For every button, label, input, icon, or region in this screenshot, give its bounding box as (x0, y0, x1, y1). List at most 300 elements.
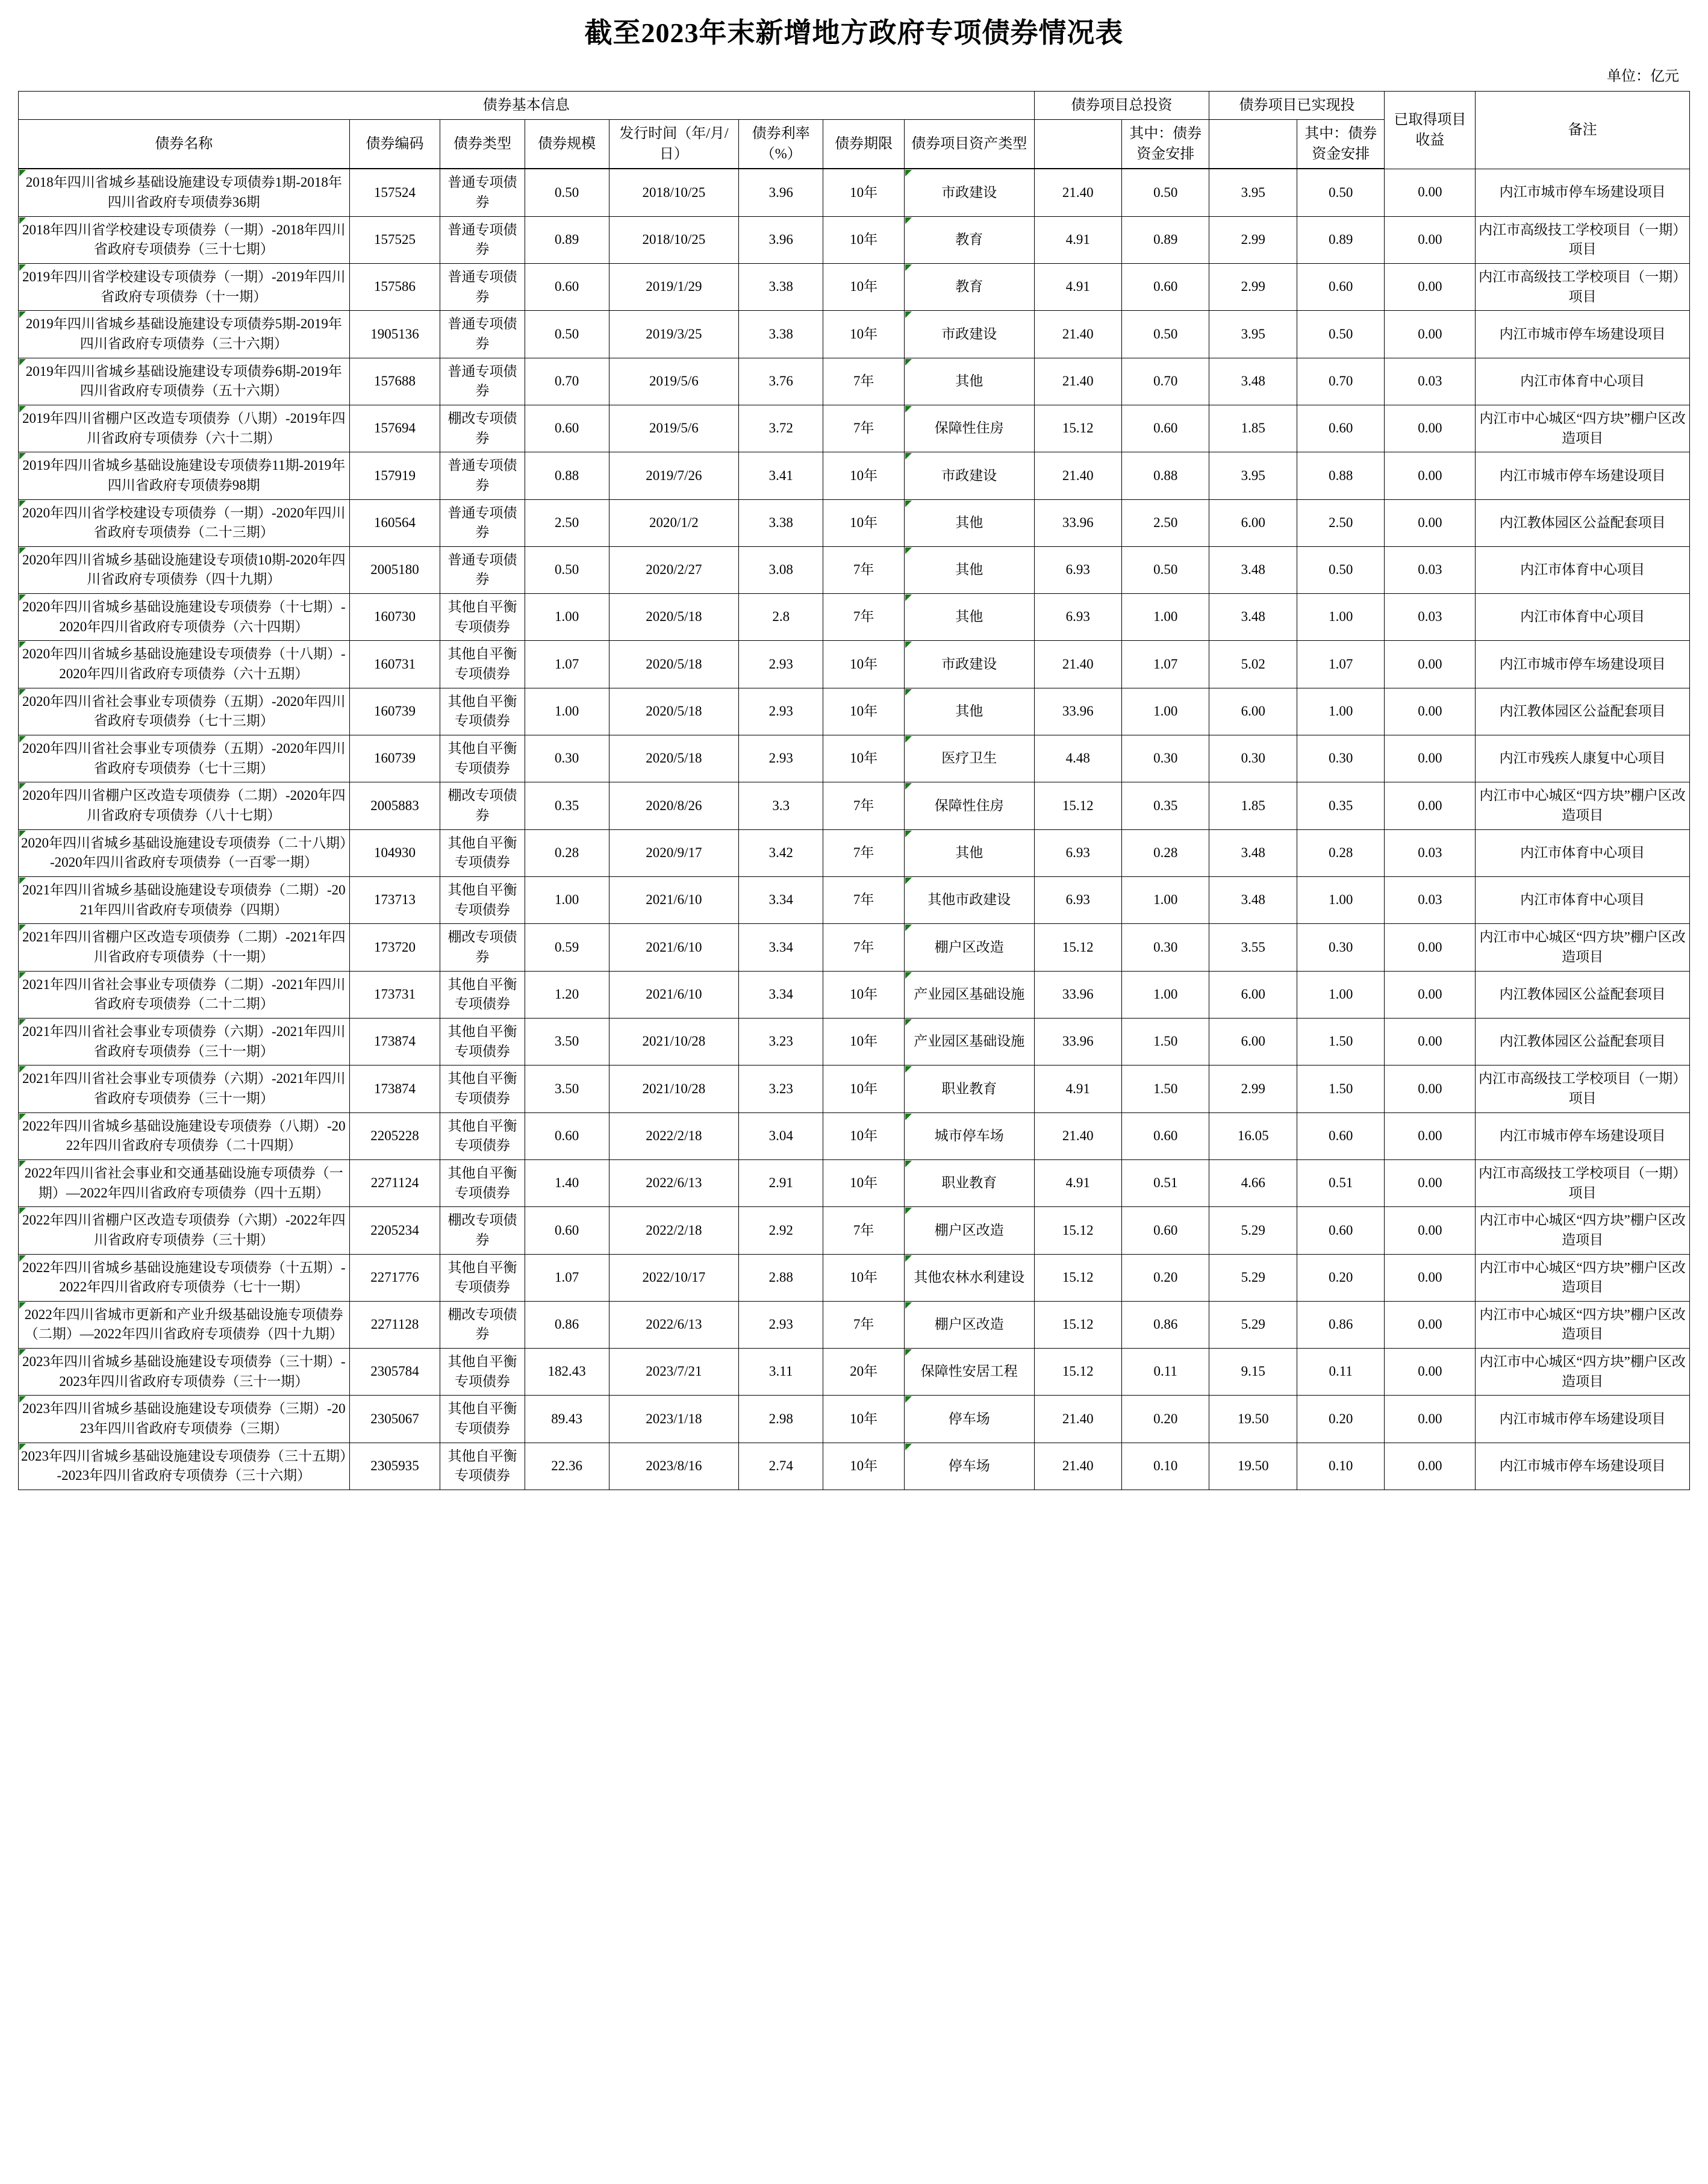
bond-name-cell: 2023年四川省城乡基础设施建设专项债券（三期）-2023年四川省政府专项债券（三期） (19, 1396, 350, 1443)
bond-type-cell: 其他自平衡专项债券 (440, 594, 525, 641)
bond-scale-cell: 1.07 (525, 641, 609, 688)
bond-scale-cell: 0.50 (525, 546, 609, 593)
realized-invest-sub-cell: 0.20 (1297, 1254, 1384, 1301)
bond-term-cell: 20年 (823, 1349, 905, 1396)
income-cell: 0.00 (1385, 1018, 1476, 1065)
remark-cell: 内江市城市停车场建设项目 (1476, 452, 1690, 499)
table-row (19, 924, 1690, 971)
bond-rate-cell: 3.76 (739, 358, 823, 405)
bond-code-cell: 2205234 (349, 1207, 440, 1254)
realized-invest-sub-cell: 0.50 (1297, 546, 1384, 593)
bond-term-cell: 7年 (823, 829, 905, 876)
bond-type-cell: 其他自平衡专项债券 (440, 877, 525, 924)
realized-invest-sub-cell: 0.28 (1297, 829, 1384, 876)
asset-type-cell: 其他 (904, 594, 1034, 641)
bond-scale-cell: 0.28 (525, 829, 609, 876)
total-invest-sub-cell: 0.60 (1122, 405, 1209, 452)
table-row (19, 263, 1690, 310)
header-col-realized-invest (1209, 120, 1297, 169)
total-invest-sub-cell: 0.20 (1122, 1254, 1209, 1301)
bond-type-cell: 棚改专项债券 (440, 1301, 525, 1348)
total-invest-cell: 21.40 (1034, 1112, 1121, 1159)
income-cell: 0.03 (1385, 829, 1476, 876)
total-invest-sub-cell: 0.60 (1122, 1112, 1209, 1159)
bond-rate-cell: 2.93 (739, 1301, 823, 1348)
income-cell: 0.00 (1385, 1112, 1476, 1159)
realized-invest-sub-cell: 1.00 (1297, 594, 1384, 641)
asset-type-cell: 其他农林水利建设 (904, 1254, 1034, 1301)
bond-type-cell: 普通专项债券 (440, 311, 525, 358)
bond-code-cell: 2271128 (349, 1301, 440, 1348)
total-invest-cell: 4.48 (1034, 735, 1121, 782)
bond-rate-cell: 3.11 (739, 1349, 823, 1396)
bond-name-cell: 2022年四川省城乡基础设施建设专项债券（十五期）-2022年四川省政府专项债券（七十一期） (19, 1254, 350, 1301)
bond-name-cell: 2022年四川省城乡基础设施建设专项债券（八期）-2022年四川省政府专项债券（二十四期） (19, 1112, 350, 1159)
bond-scale-cell: 3.50 (525, 1018, 609, 1065)
header-col-bond-term: 债券期限 (823, 120, 905, 169)
bond-term-cell: 7年 (823, 358, 905, 405)
bond-term-cell: 7年 (823, 546, 905, 593)
table-body (19, 169, 1690, 1490)
bond-scale-cell: 0.60 (525, 263, 609, 310)
bond-name-cell: 2023年四川省城乡基础设施建设专项债券（三十五期）-2023年四川省政府专项债券（三十六期） (19, 1443, 350, 1490)
income-cell: 0.00 (1385, 452, 1476, 499)
table-row (19, 311, 1690, 358)
total-invest-sub-cell: 1.00 (1122, 971, 1209, 1018)
bond-type-cell: 其他自平衡专项债券 (440, 688, 525, 735)
realized-invest-cell: 3.95 (1209, 169, 1297, 216)
bond-code-cell: 1905136 (349, 311, 440, 358)
header-col-asset-type: 债券项目资产类型 (904, 120, 1034, 169)
asset-type-cell: 其他 (904, 829, 1034, 876)
bond-name-cell: 2020年四川省城乡基础设施建设专项债券（十七期）-2020年四川省政府专项债券（六十四期） (19, 594, 350, 641)
bond-type-cell: 其他自平衡专项债券 (440, 641, 525, 688)
total-invest-cell: 15.12 (1034, 1254, 1121, 1301)
bond-code-cell: 160564 (349, 499, 440, 546)
remark-cell: 内江教体园区公益配套项目 (1476, 499, 1690, 546)
bond-type-cell: 其他自平衡专项债券 (440, 1065, 525, 1112)
realized-invest-sub-cell: 0.70 (1297, 358, 1384, 405)
asset-type-cell: 停车场 (904, 1396, 1034, 1443)
header-col-total-invest-sub: 其中：债券资金安排 (1122, 120, 1209, 169)
bond-scale-cell: 0.70 (525, 358, 609, 405)
asset-type-cell: 医疗卫生 (904, 735, 1034, 782)
total-invest-sub-cell: 0.50 (1122, 546, 1209, 593)
bond-code-cell: 157586 (349, 263, 440, 310)
bond-scale-cell: 1.40 (525, 1159, 609, 1206)
total-invest-cell: 15.12 (1034, 1349, 1121, 1396)
table-row (19, 1254, 1690, 1301)
realized-invest-cell: 1.85 (1209, 405, 1297, 452)
realized-invest-cell: 2.99 (1209, 1065, 1297, 1112)
bond-term-cell: 10年 (823, 1159, 905, 1206)
bond-code-cell: 173713 (349, 877, 440, 924)
issue-date-cell: 2022/2/18 (609, 1112, 739, 1159)
remark-cell: 内江教体园区公益配套项目 (1476, 688, 1690, 735)
asset-type-cell: 教育 (904, 263, 1034, 310)
asset-type-cell: 职业教育 (904, 1065, 1034, 1112)
bond-name-cell: 2019年四川省棚户区改造专项债券（八期）-2019年四川省政府专项债券（六十二期） (19, 405, 350, 452)
total-invest-sub-cell: 1.50 (1122, 1018, 1209, 1065)
issue-date-cell: 2023/1/18 (609, 1396, 739, 1443)
table-row (19, 1065, 1690, 1112)
table-row (19, 1159, 1690, 1206)
issue-date-cell: 2019/3/25 (609, 311, 739, 358)
table-row (19, 452, 1690, 499)
bond-type-cell: 其他自平衡专项债券 (440, 971, 525, 1018)
income-cell: 0.00 (1385, 1207, 1476, 1254)
asset-type-cell: 市政建设 (904, 452, 1034, 499)
bond-name-cell: 2021年四川省社会事业专项债券（六期）-2021年四川省政府专项债券（三十一期） (19, 1018, 350, 1065)
bond-rate-cell: 2.93 (739, 735, 823, 782)
issue-date-cell: 2021/6/10 (609, 924, 739, 971)
bond-rate-cell: 3.38 (739, 263, 823, 310)
income-cell: 0.00 (1385, 1065, 1476, 1112)
realized-invest-cell: 5.29 (1209, 1207, 1297, 1254)
total-invest-sub-cell: 0.50 (1122, 311, 1209, 358)
asset-type-cell: 保障性安居工程 (904, 1349, 1034, 1396)
bond-type-cell: 其他自平衡专项债券 (440, 1159, 525, 1206)
realized-invest-cell: 6.00 (1209, 971, 1297, 1018)
asset-type-cell: 市政建设 (904, 311, 1034, 358)
asset-type-cell: 其他 (904, 358, 1034, 405)
income-cell: 0.00 (1385, 1301, 1476, 1348)
bond-name-cell: 2019年四川省学校建设专项债券（一期）-2019年四川省政府专项债券（十一期） (19, 263, 350, 310)
bond-type-cell: 其他自平衡专项债券 (440, 735, 525, 782)
bond-name-cell: 2018年四川省城乡基础设施建设专项债券1期-2018年四川省政府专项债券36期 (19, 169, 350, 216)
header-col-bond-type: 债券类型 (440, 120, 525, 169)
bond-name-cell: 2021年四川省城乡基础设施建设专项债券（二期）-2021年四川省政府专项债券（四期） (19, 877, 350, 924)
remark-cell: 内江市城市停车场建设项目 (1476, 311, 1690, 358)
income-cell: 0.00 (1385, 311, 1476, 358)
table-row (19, 1349, 1690, 1396)
realized-invest-cell: 5.29 (1209, 1254, 1297, 1301)
bond-name-cell: 2021年四川省棚户区改造专项债券（二期）-2021年四川省政府专项债券（十一期） (19, 924, 350, 971)
total-invest-cell: 6.93 (1034, 877, 1121, 924)
bond-rate-cell: 3.08 (739, 546, 823, 593)
issue-date-cell: 2019/7/26 (609, 452, 739, 499)
table-row (19, 1018, 1690, 1065)
bond-rate-cell: 3.41 (739, 452, 823, 499)
bond-term-cell: 10年 (823, 452, 905, 499)
bond-scale-cell: 0.60 (525, 1207, 609, 1254)
table-row (19, 735, 1690, 782)
bond-name-cell: 2020年四川省社会事业专项债券（五期）-2020年四川省政府专项债券（七十三期） (19, 735, 350, 782)
income-cell: 0.00 (1385, 782, 1476, 829)
total-invest-sub-cell: 0.20 (1122, 1396, 1209, 1443)
bond-type-cell: 普通专项债券 (440, 263, 525, 310)
bond-code-cell: 2005883 (349, 782, 440, 829)
realized-invest-sub-cell: 0.60 (1297, 1207, 1384, 1254)
issue-date-cell: 2019/1/29 (609, 263, 739, 310)
realized-invest-sub-cell: 1.00 (1297, 688, 1384, 735)
bond-code-cell: 160739 (349, 735, 440, 782)
bond-name-cell: 2022年四川省社会事业和交通基础设施专项债券（一期）—2022年四川省政府专项债券（四十五期） (19, 1159, 350, 1206)
income-cell: 0.00 (1385, 1443, 1476, 1490)
total-invest-sub-cell: 0.11 (1122, 1349, 1209, 1396)
realized-invest-cell: 16.05 (1209, 1112, 1297, 1159)
total-invest-cell: 33.96 (1034, 1018, 1121, 1065)
income-cell: 0.00 (1385, 1396, 1476, 1443)
total-invest-sub-cell: 0.86 (1122, 1301, 1209, 1348)
total-invest-sub-cell: 1.00 (1122, 594, 1209, 641)
bond-term-cell: 7年 (823, 877, 905, 924)
total-invest-sub-cell: 1.00 (1122, 688, 1209, 735)
asset-type-cell: 其他 (904, 688, 1034, 735)
total-invest-cell: 21.40 (1034, 358, 1121, 405)
bond-name-cell: 2020年四川省学校建设专项债券（一期）-2020年四川省政府专项债券（二十三期） (19, 499, 350, 546)
remark-cell: 内江市高级技工学校项目（一期）项目 (1476, 216, 1690, 263)
bond-scale-cell: 0.89 (525, 216, 609, 263)
realized-invest-cell: 3.95 (1209, 452, 1297, 499)
issue-date-cell: 2020/8/26 (609, 782, 739, 829)
bond-term-cell: 7年 (823, 405, 905, 452)
header-col-realized-invest-sub: 其中：债券资金安排 (1297, 120, 1384, 169)
bond-term-cell: 10年 (823, 688, 905, 735)
issue-date-cell: 2020/5/18 (609, 641, 739, 688)
realized-invest-cell: 19.50 (1209, 1396, 1297, 1443)
income-cell: 0.00 (1385, 263, 1476, 310)
header-col-income: 已取得项目收益 (1385, 92, 1476, 169)
bond-type-cell: 普通专项债券 (440, 169, 525, 216)
table-row (19, 216, 1690, 263)
issue-date-cell: 2020/2/27 (609, 546, 739, 593)
bond-type-cell: 其他自平衡专项债券 (440, 1112, 525, 1159)
total-invest-cell: 33.96 (1034, 971, 1121, 1018)
realized-invest-sub-cell: 0.60 (1297, 263, 1384, 310)
total-invest-sub-cell: 1.07 (1122, 641, 1209, 688)
total-invest-sub-cell: 0.60 (1122, 263, 1209, 310)
bond-rate-cell: 2.92 (739, 1207, 823, 1254)
asset-type-cell: 市政建设 (904, 641, 1034, 688)
header-group-basic: 债券基本信息 (19, 92, 1035, 120)
bond-rate-cell: 2.93 (739, 688, 823, 735)
asset-type-cell: 保障性住房 (904, 405, 1034, 452)
bond-term-cell: 10年 (823, 641, 905, 688)
total-invest-cell: 6.93 (1034, 829, 1121, 876)
realized-invest-cell: 2.99 (1209, 216, 1297, 263)
bond-type-cell: 普通专项债券 (440, 499, 525, 546)
realized-invest-sub-cell: 1.50 (1297, 1065, 1384, 1112)
total-invest-cell: 21.40 (1034, 169, 1121, 216)
income-cell: 0.03 (1385, 546, 1476, 593)
income-cell: 0.00 (1385, 1254, 1476, 1301)
bond-code-cell: 157524 (349, 169, 440, 216)
bond-table (18, 91, 1690, 1490)
issue-date-cell: 2020/5/18 (609, 688, 739, 735)
total-invest-sub-cell: 0.60 (1122, 1207, 1209, 1254)
table-row (19, 1396, 1690, 1443)
bond-type-cell: 普通专项债券 (440, 216, 525, 263)
table-row (19, 1207, 1690, 1254)
issue-date-cell: 2020/5/18 (609, 735, 739, 782)
header-col-remark: 备注 (1476, 92, 1690, 169)
bond-name-cell: 2021年四川省社会事业专项债券（二期）-2021年四川省政府专项债券（二十二期） (19, 971, 350, 1018)
bond-term-cell: 10年 (823, 311, 905, 358)
income-cell: 0.00 (1385, 216, 1476, 263)
realized-invest-sub-cell: 0.88 (1297, 452, 1384, 499)
table-row (19, 546, 1690, 593)
remark-cell: 内江市城市停车场建设项目 (1476, 641, 1690, 688)
bond-rate-cell: 2.8 (739, 594, 823, 641)
bond-scale-cell: 2.50 (525, 499, 609, 546)
total-invest-cell: 21.40 (1034, 1443, 1121, 1490)
income-cell: 0.00 (1385, 169, 1476, 216)
bond-rate-cell: 2.93 (739, 641, 823, 688)
bond-term-cell: 10年 (823, 735, 905, 782)
bond-term-cell: 7年 (823, 782, 905, 829)
asset-type-cell: 停车场 (904, 1443, 1034, 1490)
remark-cell: 内江市体育中心项目 (1476, 877, 1690, 924)
realized-invest-cell: 19.50 (1209, 1443, 1297, 1490)
total-invest-cell: 21.40 (1034, 641, 1121, 688)
bond-name-cell: 2022年四川省城市更新和产业升级基础设施专项债券（二期）—2022年四川省政府专项债券（四十九期） (19, 1301, 350, 1348)
bond-code-cell: 157919 (349, 452, 440, 499)
bond-scale-cell: 1.00 (525, 877, 609, 924)
bond-code-cell: 157525 (349, 216, 440, 263)
asset-type-cell: 棚户区改造 (904, 1301, 1034, 1348)
bond-code-cell: 2305067 (349, 1396, 440, 1443)
bond-type-cell: 其他自平衡专项债券 (440, 829, 525, 876)
page-title: 截至2023年末新增地方政府专项债券情况表 (584, 17, 1124, 48)
total-invest-cell: 4.91 (1034, 1159, 1121, 1206)
bond-term-cell: 10年 (823, 1396, 905, 1443)
bond-scale-cell: 1.20 (525, 971, 609, 1018)
total-invest-sub-cell: 0.70 (1122, 358, 1209, 405)
bond-rate-cell: 3.34 (739, 924, 823, 971)
bond-term-cell: 10年 (823, 1443, 905, 1490)
header-group-total-invest: 债券项目总投资 (1034, 92, 1209, 120)
realized-invest-cell: 6.00 (1209, 688, 1297, 735)
realized-invest-cell: 4.66 (1209, 1159, 1297, 1206)
bond-code-cell: 160731 (349, 641, 440, 688)
asset-type-cell: 教育 (904, 216, 1034, 263)
bond-scale-cell: 0.35 (525, 782, 609, 829)
bond-scale-cell: 182.43 (525, 1349, 609, 1396)
realized-invest-cell: 3.48 (1209, 546, 1297, 593)
issue-date-cell: 2023/8/16 (609, 1443, 739, 1490)
realized-invest-cell: 3.95 (1209, 311, 1297, 358)
issue-date-cell: 2019/5/6 (609, 358, 739, 405)
bond-scale-cell: 0.50 (525, 311, 609, 358)
table-row (19, 1443, 1690, 1490)
bond-term-cell: 10年 (823, 1018, 905, 1065)
bond-rate-cell: 3.96 (739, 169, 823, 216)
income-cell: 0.00 (1385, 405, 1476, 452)
bond-name-cell: 2018年四川省学校建设专项债券（一期）-2018年四川省政府专项债券（三十七期） (19, 216, 350, 263)
remark-cell: 内江市高级技工学校项目（一期）项目 (1476, 1159, 1690, 1206)
bond-term-cell: 7年 (823, 594, 905, 641)
realized-invest-cell: 5.29 (1209, 1301, 1297, 1348)
bond-rate-cell: 3.23 (739, 1065, 823, 1112)
bond-type-cell: 棚改专项债券 (440, 782, 525, 829)
income-cell: 0.00 (1385, 924, 1476, 971)
bond-name-cell: 2020年四川省城乡基础设施建设专项债券（十八期）-2020年四川省政府专项债券（六十五期） (19, 641, 350, 688)
header-group-realized-invest: 债券项目已实现投 (1209, 92, 1385, 120)
table-row (19, 594, 1690, 641)
asset-type-cell: 其他 (904, 499, 1034, 546)
table-head (19, 92, 1690, 169)
remark-cell: 内江市城市停车场建设项目 (1476, 169, 1690, 216)
realized-invest-sub-cell: 1.50 (1297, 1018, 1384, 1065)
bond-type-cell: 棚改专项债券 (440, 405, 525, 452)
bond-code-cell: 2305784 (349, 1349, 440, 1396)
remark-cell: 内江市体育中心项目 (1476, 546, 1690, 593)
issue-date-cell: 2020/1/2 (609, 499, 739, 546)
total-invest-cell: 21.40 (1034, 452, 1121, 499)
realized-invest-sub-cell: 0.35 (1297, 782, 1384, 829)
bond-rate-cell: 2.74 (739, 1443, 823, 1490)
bond-rate-cell: 2.88 (739, 1254, 823, 1301)
bond-rate-cell: 3.96 (739, 216, 823, 263)
realized-invest-sub-cell: 0.11 (1297, 1349, 1384, 1396)
realized-invest-sub-cell: 0.86 (1297, 1301, 1384, 1348)
bond-scale-cell: 0.59 (525, 924, 609, 971)
total-invest-sub-cell: 0.51 (1122, 1159, 1209, 1206)
table-row (19, 358, 1690, 405)
remark-cell: 内江市城市停车场建设项目 (1476, 1112, 1690, 1159)
realized-invest-sub-cell: 0.20 (1297, 1396, 1384, 1443)
bond-rate-cell: 3.38 (739, 311, 823, 358)
bond-term-cell: 7年 (823, 924, 905, 971)
bond-type-cell: 其他自平衡专项债券 (440, 1018, 525, 1065)
bond-name-cell: 2020年四川省城乡基础设施建设专项债券（二十八期）-2020年四川省政府专项债券（一百零一期） (19, 829, 350, 876)
issue-date-cell: 2019/5/6 (609, 405, 739, 452)
total-invest-sub-cell: 0.30 (1122, 735, 1209, 782)
income-cell: 0.03 (1385, 358, 1476, 405)
bond-rate-cell: 3.34 (739, 971, 823, 1018)
bond-code-cell: 173720 (349, 924, 440, 971)
header-col-issue-date: 发行时间（年/月/日） (609, 120, 739, 169)
bond-rate-cell: 3.72 (739, 405, 823, 452)
bond-rate-cell: 3.42 (739, 829, 823, 876)
header-group-row (19, 92, 1690, 120)
total-invest-cell: 15.12 (1034, 405, 1121, 452)
bond-type-cell: 普通专项债券 (440, 358, 525, 405)
bond-name-cell: 2019年四川省城乡基础设施建设专项债券5期-2019年四川省政府专项债券（三十六期） (19, 311, 350, 358)
total-invest-sub-cell: 1.50 (1122, 1065, 1209, 1112)
realized-invest-sub-cell: 2.50 (1297, 499, 1384, 546)
bond-type-cell: 其他自平衡专项债券 (440, 1254, 525, 1301)
remark-cell: 内江教体园区公益配套项目 (1476, 971, 1690, 1018)
realized-invest-sub-cell: 0.50 (1297, 169, 1384, 216)
income-cell: 0.00 (1385, 688, 1476, 735)
remark-cell: 内江市中心城区“四方块”棚户区改造项目 (1476, 1349, 1690, 1396)
table-row (19, 688, 1690, 735)
total-invest-sub-cell: 0.50 (1122, 169, 1209, 216)
bond-code-cell: 160739 (349, 688, 440, 735)
table-row (19, 405, 1690, 452)
issue-date-cell: 2018/10/25 (609, 216, 739, 263)
bond-type-cell: 普通专项债券 (440, 546, 525, 593)
bond-name-cell: 2020年四川省城乡基础设施建设专项债10期-2020年四川省政府专项债券（四十九期） (19, 546, 350, 593)
total-invest-cell: 6.93 (1034, 546, 1121, 593)
asset-type-cell: 棚户区改造 (904, 1207, 1034, 1254)
header-col-bond-name: 债券名称 (19, 120, 350, 169)
income-cell: 0.00 (1385, 735, 1476, 782)
bond-name-cell: 2023年四川省城乡基础设施建设专项债券（三十期）-2023年四川省政府专项债券（三十一期） (19, 1349, 350, 1396)
income-cell: 0.00 (1385, 971, 1476, 1018)
realized-invest-cell: 0.30 (1209, 735, 1297, 782)
issue-date-cell: 2022/6/13 (609, 1159, 739, 1206)
realized-invest-sub-cell: 0.60 (1297, 1112, 1384, 1159)
remark-cell: 内江教体园区公益配套项目 (1476, 1018, 1690, 1065)
bond-name-cell: 2020年四川省社会事业专项债券（五期）-2020年四川省政府专项债券（七十三期） (19, 688, 350, 735)
bond-term-cell: 10年 (823, 971, 905, 1018)
total-invest-sub-cell: 2.50 (1122, 499, 1209, 546)
total-invest-cell: 21.40 (1034, 311, 1121, 358)
issue-date-cell: 2021/10/28 (609, 1018, 739, 1065)
